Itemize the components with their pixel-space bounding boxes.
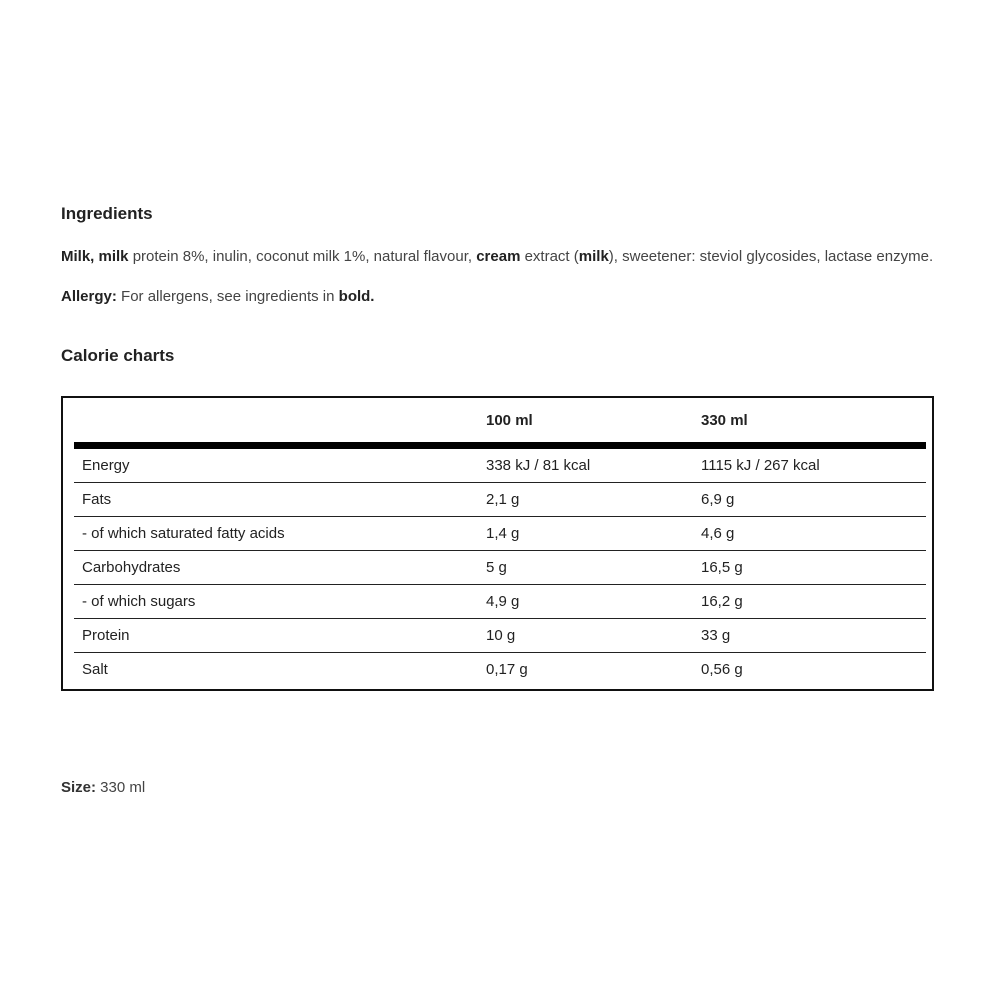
allergy-text [61,286,938,308]
column-header-330ml: 330 ml [701,398,926,446]
table-row [74,483,926,517]
size-value: 330 ml [96,779,146,796]
table-header-row [74,398,926,446]
size-label: Size: [61,779,97,796]
table-row [74,585,926,619]
nutrient-name: Salt [82,661,108,678]
value-100ml: 1,4 g [486,517,701,551]
table-row [74,517,926,551]
nutrition-table-box [61,396,934,691]
ingredient-text: ), sweetener: steviol glycosides, lactase enzyme. [608,248,934,265]
value-100ml: 2,1 g [486,483,701,517]
nutrient-name: Protein [74,619,486,653]
value-330ml: 6,9 g [701,483,926,517]
nutrient-name: - of which sugars [74,585,486,619]
nutrient-name: Energy [74,446,486,483]
calorie-charts-heading: Calorie charts [61,346,175,365]
value-330ml: 33 g [701,619,926,653]
size-info [61,777,145,799]
nutrition-table [74,398,926,686]
column-header-nutrient [74,398,486,446]
ingredient-bold: milk [578,248,609,265]
value-100ml: 4,9 g [486,585,701,619]
table-row [74,446,926,483]
allergy-info: For allergens, see ingredients in [116,288,339,305]
allergy-label: Allergy: [61,288,117,305]
value-330ml: 16,5 g [701,551,926,585]
ingredients-heading: Ingredients [61,204,153,223]
value-100ml: 0,17 g [486,661,528,678]
nutrient-name: - of which saturated fatty acids [74,517,486,551]
ingredient-text: extract ( [520,248,579,265]
value-330ml: 0,56 g [701,661,743,678]
ingredient-bold: Milk, milk [61,248,129,265]
ingredient-text: protein 8%, inulin, coconut milk 1%, natural flavour, [128,248,477,265]
table-row [74,551,926,585]
value-330ml: 1115 kJ / 267 kcal [701,446,926,483]
value-100ml: 5 g [486,551,701,585]
ingredient-bold: cream [476,248,521,265]
allergy-bold-word: bold. [338,288,375,305]
column-header-100ml: 100 ml [486,398,701,446]
table-row [74,653,926,687]
table-row [74,619,926,653]
product-info [61,200,938,691]
ingredients-text [61,243,938,271]
nutrient-name: Carbohydrates [74,551,486,585]
nutrient-name: Fats [74,483,486,517]
value-330ml: 4,6 g [701,517,926,551]
value-100ml: 10 g [486,619,701,653]
value-100ml: 338 kJ / 81 kcal [486,446,701,483]
value-330ml: 16,2 g [701,585,926,619]
